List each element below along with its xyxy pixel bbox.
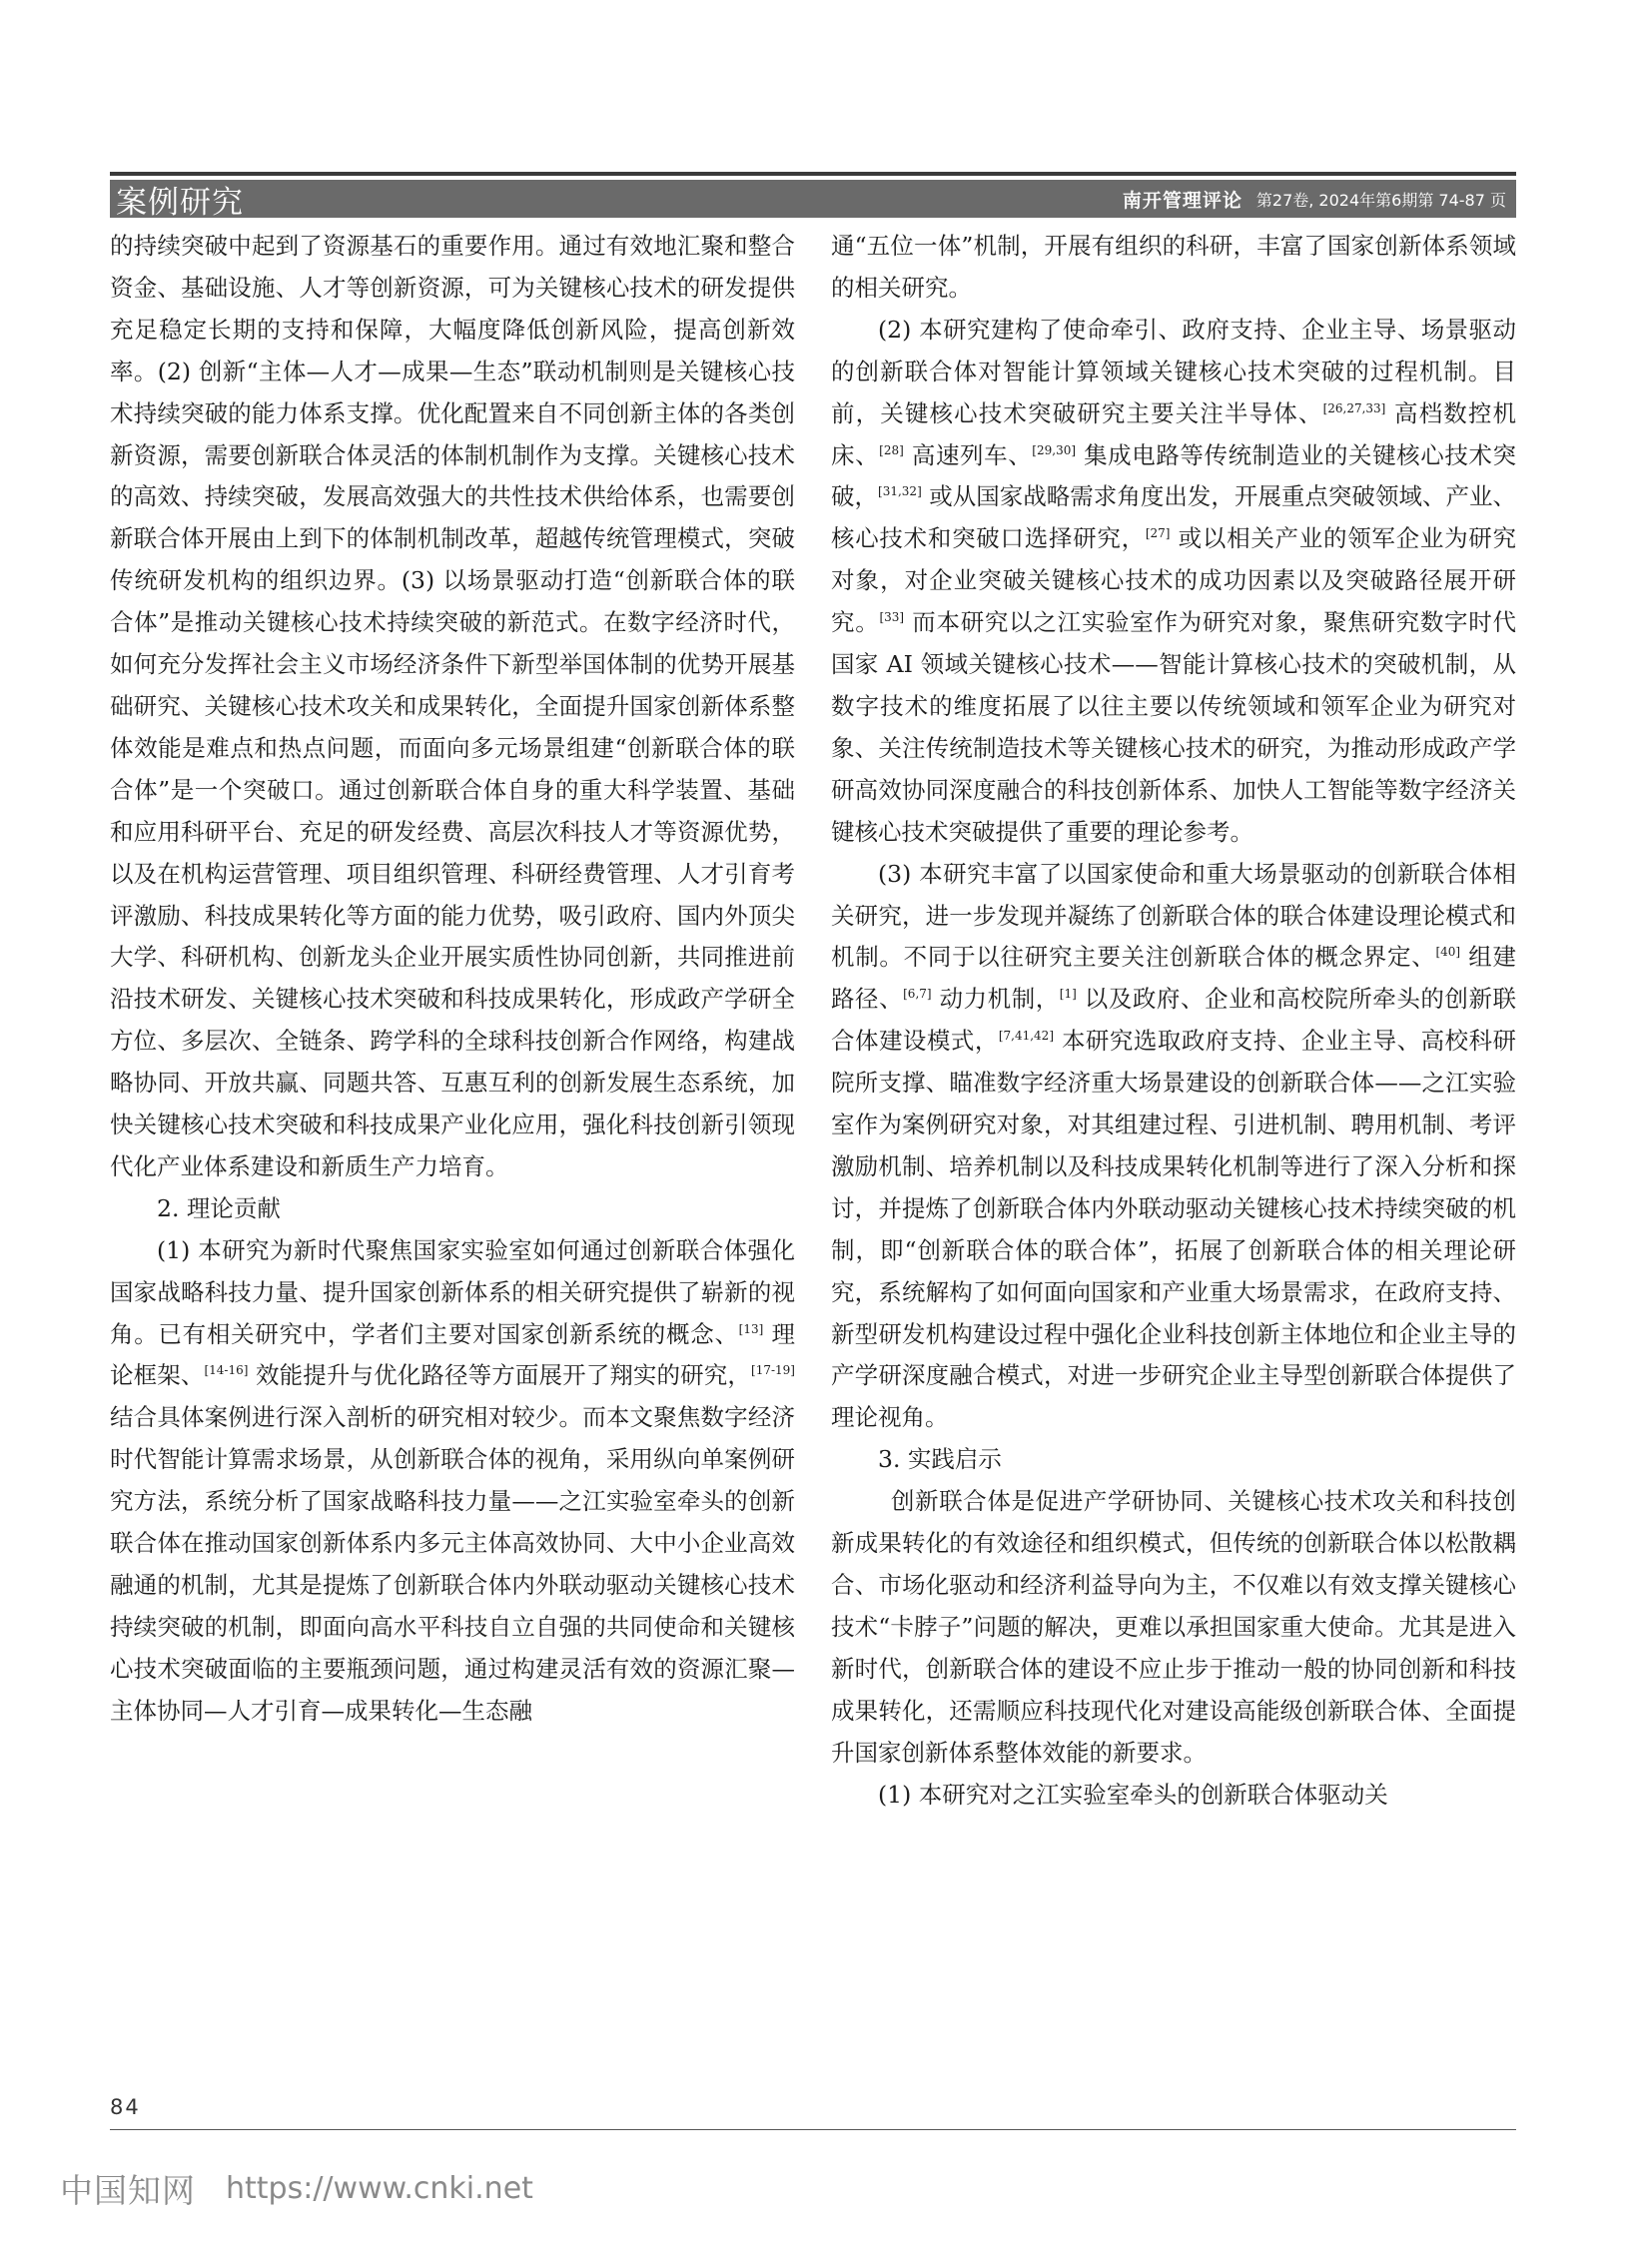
page-footer xyxy=(60,2165,533,2212)
paragraph-contribution-3: (3) 本研究丰富了以国家使命和重大场景驱动的创新联合体相关研究，进一步发现并凝练了创新联合体的联合体建设理论模式和机制。不同于以往研究主要关注创新联合体的概念界定、[40] 组建路径、[6,7] 动力机制，[1] 以及政府、企业和高校院所牵头的创新联合体建设模式，[7,41,42] 本研究选取政府支持、企业主导、高校科研院所支撑、瞄准数字经济重大场景建设的创新联合体——之江实验室作为案例研究对象，对其组建过程、引进机制、聘用机制、考评激励机制、培养机制以及科技成果转化机制等进行了深入分析和探讨，并提炼了创新联合体内外联动驱动关键核心技术持续突破的机制，即“创新联合体的联合体”，拓展了创新联合体的相关理论研究，系统解构了如何面向国家和产业重大场景需求，在政府支持、新型研发机构建设过程中强化企业科技创新主体地位和企业主导的产学研深度融合模式，对进一步研究企业主导型创新联合体提供了理论视角。 xyxy=(831,859,1516,1432)
citation: [26,27,33] xyxy=(1322,400,1386,415)
citation: [17-19] xyxy=(751,1363,795,1378)
header-rule xyxy=(110,172,1516,176)
section-heading: 2. 理论贡献 xyxy=(157,1193,281,1222)
citation: [27] xyxy=(1145,526,1171,541)
paragraph-continuation: 通“五位一体”机制，开展有组织的科研，丰富了国家创新体系领域的相关研究。 xyxy=(831,232,1516,302)
issue-info: 第27卷, 2024年第6期第 74-87 页 xyxy=(1255,190,1506,210)
page-header xyxy=(110,180,1516,221)
journal-name: 南开管理评论 xyxy=(1122,189,1242,212)
paragraph-practice: 创新联合体是促进产学研协同、关键核心技术攻关和科技创新成果转化的有效途径和组织模式，但传统的创新联合体以松散耦合、市场化驱动和经济利益导向为主，不仅难以有效支撑关键核心技术“卡脖子”问题的解决，更难以承担国家重大使命。尤其是进入新时代，创新联合体的建设不应止步于推动一般的协同创新和科技成果转化，还需顺应科技现代化对建设高能级创新联合体、全面提升国家创新体系整体效能的新要求。 xyxy=(831,1487,1516,1767)
section-title: 案例研究 xyxy=(116,184,244,221)
paragraph-contribution-2: (2) 本研究建构了使命牵引、政府支持、企业主导、场景驱动的创新联合体对智能计算领域关键核心技术突破的过程机制。目前，关键核心技术突破研究主要关注半导体、[26,27,33] 高档数控机床、[28] 高速列车、[29,30] 集成电路等传统制造业的关键核心技术突破，[31,32] 或从国家战略需求角度出发，开展重点突破领域、产业、核心技术和突破口选择研究，[27] 或以相关产业的领军企业为研究对象，对企业突破关键核心技术的成功因素以及突破路径展开研究。[33] 而本研究以之江实验室作为研究对象，聚焦研究数字时代国家 AI 领域关键核心技术——智能计算核心技术的突破机制，从数字技术的维度拓展了以往主要以传统领域和领军企业为研究对象、关注传统制造技术等关键核心技术的研究，为推动形成政产学研高效协同深度融合的科技创新体系、加快人工智能等数字经济关键核心技术突破提供了重要的理论参考。 xyxy=(831,315,1517,846)
cnki-url[interactable]: https://www.cnki.net xyxy=(226,2171,533,2206)
citation: [13] xyxy=(738,1321,764,1336)
citation: [6,7] xyxy=(903,987,932,1002)
page-number: 84 xyxy=(110,2095,141,2119)
citation: [33] xyxy=(879,610,905,625)
paragraph-practice-1: (1) 本研究对之江实验室牵头的创新联合体驱动关 xyxy=(878,1780,1388,1809)
paragraph-continuation: 的持续突破中起到了资源基石的重要作用。通过有效地汇聚和整合资金、基础设施、人才等创新资源，可为关键核心技术的研发提供充足稳定长期的支持和保障，大幅度降低创新风险，提高创新效率。(2) 创新“主体—人才—成果—生态”联动机制则是关键核心技术持续突破的能力体系支撑。优化配置来自不同创新主体的各类创新资源，需要创新联合体灵活的体制机制作为支撑。关键核心技术的高效、持续突破，发展高效强大的共性技术供给体系，也需要创新联合体开展由上到下的体制机制改革，超越传统管理模式，突破传统研发机构的组织边界。(3) 以场景驱动打造“创新联合体的联合体”是推动关键核心技术持续突破的新范式。在数字经济时代，如何充分发挥社会主义市场经济条件下新型举国体制的优势开展基础研究、关键核心技术攻关和成果转化，全面提升国家创新体系整体效能是难点和热点问题，而面向多元场景组建“创新联合体的联合体”是一个突破口。通过创新联合体自身的重大科学装置、基础和应用科研平台、充足的研发经费、高层次科技人才等资源优势，以及在机构运营管理、项目组织管理、科研经费管理、人才引育考评激励、科技成果转化等方面的能力优势，吸引政府、国内外顶尖大学、科研机构、创新龙头企业开展实质性协同创新，共同推进前沿技术研发、关键核心技术突破和科技成果转化，形成政产学研全方位、多层次、全链条、跨学科的全球科技创新合作网络，构建战略协同、开放共赢、同题共答、互惠互利的创新发展生态系统，加快关键核心技术突破和科技成果产业化应用，强化科技创新引领现代化产业体系建设和新质生产力培育。 xyxy=(110,232,795,1180)
left-column xyxy=(110,226,795,1733)
citation: [7,41,42] xyxy=(998,1029,1054,1044)
citation: [29,30] xyxy=(1032,442,1077,457)
paragraph-contribution-1: (1) 本研究为新时代聚焦国家实验室如何通过创新联合体强化国家战略科技力量、提升国家创新体系的相关研究提供了崭新的视角。已有相关研究中，学者们主要对国家创新系统的概念、[13] 理论框架、[14-16] 效能提升与优化路径等方面展开了翔实的研究，[17-19] 结合具体案例进行深入剖析的研究相对较少。而本文聚焦数字经济时代智能计算需求场景，从创新联合体的视角，采用纵向单案例研究方法，系统分析了国家战略科技力量——之江实验室牵头的创新联合体在推动国家创新体系内多元主体高效协同、大中小企业高效融通的机制，尤其是提炼了创新联合体内外联动驱动关键核心技术持续突破的机制，即面向高水平科技自立自强的共同使命和关键核心技术突破面临的主要瓶颈问题，通过构建灵活有效的资源汇聚—主体协同—人才引育—成果转化—生态融 xyxy=(110,1235,796,1725)
right-column xyxy=(831,226,1516,1816)
footer-rule xyxy=(110,2129,1516,2130)
section-heading: 3. 实践启示 xyxy=(878,1445,1002,1474)
citation: [40] xyxy=(1435,945,1461,960)
citation: [31,32] xyxy=(878,484,922,499)
citation: [14-16] xyxy=(204,1363,249,1378)
citation: [28] xyxy=(879,442,904,457)
journal-info xyxy=(1123,186,1516,213)
citation: [1] xyxy=(1059,987,1077,1002)
cnki-logo: 中国知网 xyxy=(60,2171,196,2210)
